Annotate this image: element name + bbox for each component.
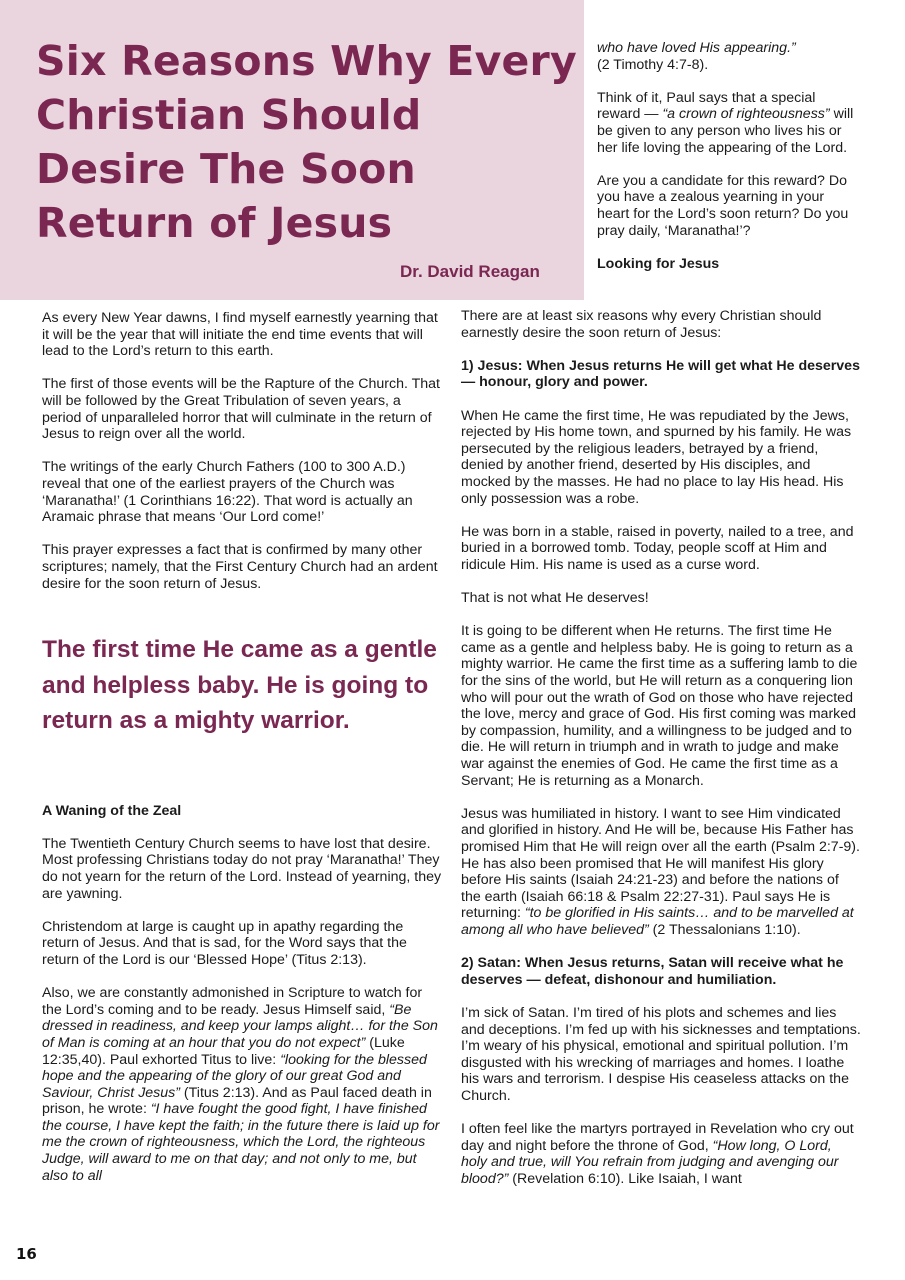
paragraph: The first of those events will be the Rapture of the Church. That will be followed by the Great Tribulation of seven years, a period of unparalleled horror that will culminate in the return of Jesus to reign over all the world. <box>42 376 440 443</box>
text-run: Jesus was humiliated in history. I want to see Him vindicated and glorified in history. And He will be, because His Father has promised Him that He will reign over all the earth (Psalm 2:7-9). He has also been promised that He will manifest His glory before His saints (Isaiah 24:21-23) and before the nations of the earth (Isaiah 66:18 & Psalm 22:27-31). Paul says He is returning: <box>461 805 860 922</box>
right-column <box>461 308 861 1204</box>
paragraph: The writings of the early Church Fathers (100 to 300 A.D.) reveal that one of the earliest prayers of the Church was ‘Maranatha!’ (1 Corinthians 16:22). That word is actually an Aramaic phrase that means ‘Our Lord come!’ <box>42 459 413 526</box>
right-top-column <box>597 40 859 289</box>
page-number: 16 <box>16 1245 37 1263</box>
paragraph: There are at least six reasons why every Christian should earnestly desire the soon return of Jesus: <box>461 308 822 341</box>
paragraph: This prayer expresses a fact that is confirmed by many other scriptures; namely, that the First Century Church had an ardent desire for the soon return of Jesus. <box>42 542 438 592</box>
text-run: (Titus 2:13). And as Paul faced death in prison, he wrote: <box>42 1084 432 1118</box>
scripture-quote: “How long, O Lord, holy and true, will You refrain from judging and avenging our blood?” <box>461 1137 839 1187</box>
text-run: will be given to any person who lives his or her life loving the appearing of the Lord. <box>597 106 854 156</box>
scripture-quote: “Be dressed in readiness, and keep your lamps alight… for the Son of Man is coming at an hour that you do not expect” <box>42 1001 438 1051</box>
author-byline: Dr. David Reagan <box>400 262 540 281</box>
scripture-quote: “to be glorified in His saints… and to be marvelled at among all who have believed” <box>461 905 854 938</box>
paragraph: It is going to be different when He returns. The first time He came as a gentle and helpless baby. He is going to return as a mighty warrior. He came the first time as a suffering lamb to die for the sins of the world, but He will return as a conquering lion who will pour out the wrath of God on those who have rejected the love, mercy and grace of God. His first coming was marked by compassion, humility, and a willingness to be judged and to die. He will return in triumph and in wrath to judge and make war against the enemies of God. He came the first time as a Servant; He is returning as a Monarch. <box>461 623 858 789</box>
scripture-quote: “I have fought the good fight, I have finished the course, I have kept the faith; in the future there is laid up for me the crown of righteousness, which the Lord, the righteous Judge, will award to me on that day; and not only to me, but also to all <box>42 1101 440 1184</box>
paragraph: The Twentieth Century Church seems to have lost that desire. Most professing Christians today do not pray ‘Maranatha!’ They do not yearn for the return of the Lord. Instead of yearning, they are yawning. <box>42 835 442 902</box>
scripture-quote: who have loved His appearing.” <box>597 40 796 56</box>
paragraph: As every New Year dawns, I find myself earnestly yearning that it will be the year that will initiate the end time events that will lead to the Lord’s return to this earth. <box>42 310 438 360</box>
paragraph: That is not what He deserves! <box>461 590 649 607</box>
paragraph: He was born in a stable, raised in poverty, nailed to a tree, and buried in a borrowed tomb. Today, people scoff at Him and ridicule Him. His name is used as a curse word. <box>461 523 854 573</box>
section-heading: A Waning of the Zeal <box>42 802 182 819</box>
text-run: (Luke 12:35,40). Paul exhorted Titus to live: <box>42 1034 405 1068</box>
paragraph: I’m sick of Satan. I’m tired of his plots and schemes and lies and deceptions. I’m fed up with his sicknesses and temptations. I’m weary of his physical, emotional and spiritual pollution. I’m disgusted with his wrecking of marriages and homes. I loathe his wars and terrorism. I despise His ceaseless attacks on the Church. <box>461 1004 861 1104</box>
section-heading: Looking for Jesus <box>597 255 720 272</box>
text-run: I often feel like the martyrs portrayed in Revelation who cry out day and night before the throne of God, <box>461 1121 854 1154</box>
left-column <box>42 310 444 1201</box>
paragraph: When He came the first time, He was repudiated by the Jews, rejected by His home town, and spurned by his family. He was persecuted by the religious leaders, betrayed by a friend, denied by another friend, deserted by His disciples, and mocked by the masses. He had no place to lay His head. His only possession was a robe. <box>461 407 852 507</box>
text-run: (2 Thessalonians 1:10). <box>648 921 801 938</box>
text-run: (Revelation 6:10). Like Isaiah, I want <box>508 1170 742 1187</box>
paragraph <box>597 90 859 156</box>
article-title: Six Reasons Why Every Christian Should Desire The Soon Return of Jesus <box>36 37 577 247</box>
pull-quote: The first time He came as a gentle and helpless baby. He is going to return as a mighty warrior. <box>42 636 437 735</box>
paragraph <box>461 806 861 939</box>
scripture-ref: (2 Timothy 4:7-8). <box>597 56 709 73</box>
scripture-quote: “looking for the blessed hope and the appearing of the glory of our great God and Saviour, Christ Jesus” <box>42 1051 427 1101</box>
paragraph: Are you a candidate for this reward? Do you have a zealous yearning in your heart for the Lord’s soon return? Do you pray daily, ‘Maranatha!’? <box>597 172 849 239</box>
reason-heading-1: 1) Jesus: When Jesus returns He will get what He deserves — honour, glory and power. <box>461 357 860 391</box>
text-run: Think of it, Paul says that a special reward — <box>597 89 816 123</box>
paragraph: Christendom at large is caught up in apathy regarding the return of Jesus. And that is sad, for the Word says that the return of the Lord is our ‘Blessed Hope’ (Titus 2:13). <box>42 918 407 968</box>
reason-heading-2: 2) Satan: When Jesus returns, Satan will receive what he deserves — defeat, dishonour and humiliation. <box>461 955 844 988</box>
paragraph <box>42 985 444 1184</box>
paragraph <box>461 1121 861 1187</box>
paragraph <box>597 40 859 73</box>
text-run: Also, we are constantly admonished in Scripture to watch for the Lord’s coming and to be ready. Jesus Himself said, <box>42 985 423 1018</box>
scripture-quote: “a crown of righteousness” <box>662 106 830 123</box>
